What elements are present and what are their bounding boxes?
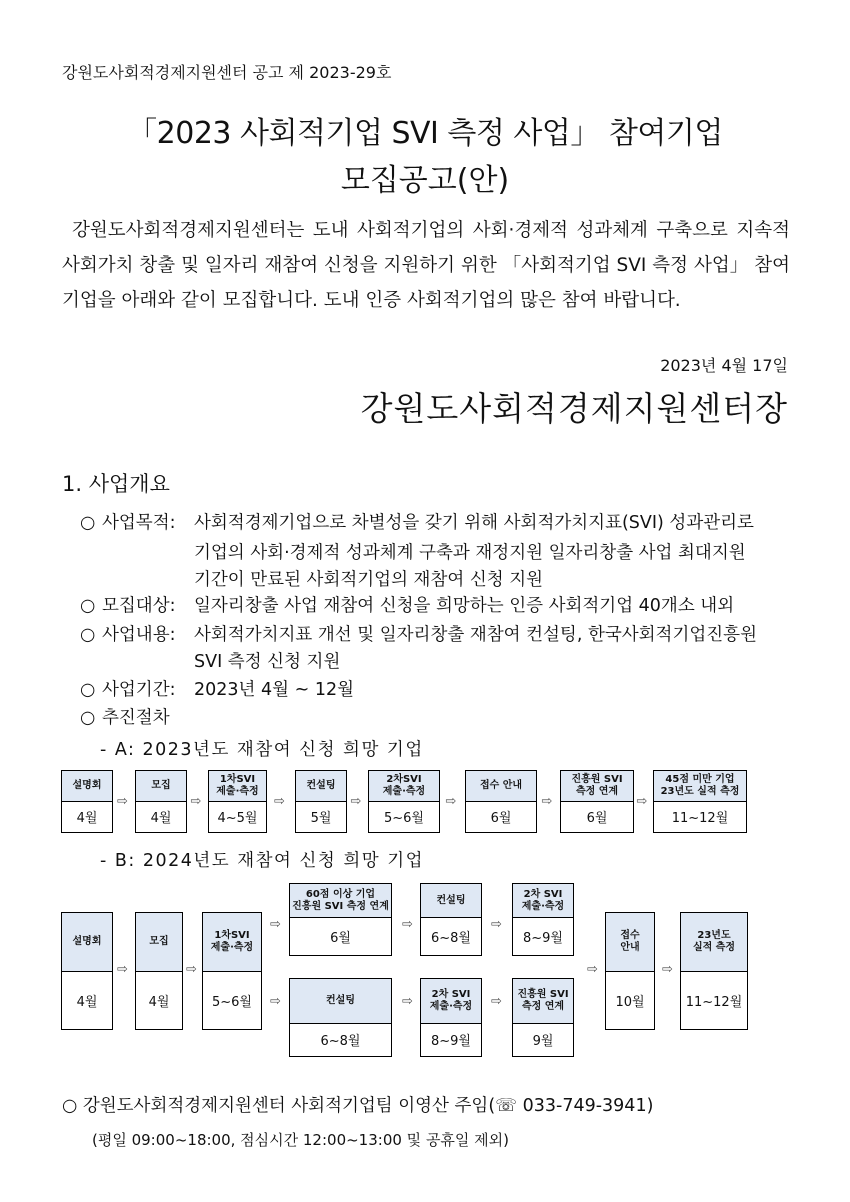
arrow-right-icon: ⇨: [636, 794, 648, 809]
flow-b-step: [605, 912, 655, 1030]
item-text: 사회적가치지표 개선 및 일자리창출 재참여 컨설팅, 한국사회적기업진흥원: [194, 625, 757, 645]
item-text: 일자리창출 사업 재참여 신청을 희망하는 인증 사회적기업 40개소 내외: [194, 596, 735, 616]
step-label: 접수 안내: [466, 771, 536, 802]
item-text: 기간이 만료된 사회적기업의 재참여 신청 지원: [194, 570, 544, 590]
signer-name: 강원도사회적경제지원센터장: [360, 389, 788, 428]
flow-a-heading: - A: 2023년도 재참여 신청 희망 기업: [100, 740, 424, 760]
flow-a-step: [653, 770, 747, 833]
notice-date: 2023년 4월 17일: [660, 356, 788, 375]
item-procedure: ○ 추진절차: [80, 708, 170, 728]
step-period: 10월: [615, 994, 645, 1010]
step-period: 5~6월: [212, 994, 252, 1010]
step-label: 접수 안내: [606, 913, 654, 972]
item-purpose: ○ 사업목적:: [80, 513, 176, 533]
flow-a-step: [465, 770, 537, 833]
step-label: 23년도 실적 측정: [681, 913, 747, 972]
arrow-right-icon: ⇨: [186, 962, 197, 977]
flow-a-step: [368, 770, 440, 833]
step-label: 모집: [136, 771, 186, 802]
arrow-right-icon: ⇨: [190, 794, 202, 809]
page-subtitle: 모집공고(안): [340, 163, 510, 198]
step-period: 5~6월: [384, 811, 424, 826]
arrow-right-icon: ⇨: [270, 994, 281, 1009]
step-label: 45점 미만 기업 23년도 실적 측정: [654, 771, 746, 802]
step-label: 컨설팅: [290, 979, 391, 1024]
arrow-right-icon: ⇨: [541, 794, 553, 809]
step-period: 8~9월: [523, 930, 563, 946]
flow-b-upper-step: [420, 883, 482, 956]
contact-info: ○ 강원도사회적경제지원센터 사회적기업팀 이영산 주임(☏ 033-749-3941): [62, 1096, 654, 1116]
arrow-right-icon: ⇨: [117, 962, 128, 977]
arrow-right-icon: ⇨: [350, 794, 362, 809]
step-period: 4~5월: [217, 811, 258, 826]
flow-b-heading: - B: 2024년도 재참여 신청 희망 기업: [100, 851, 425, 871]
item-label: 모집대상:: [102, 596, 176, 616]
arrow-right-icon: ⇨: [662, 962, 673, 977]
arrow-right-icon: ⇨: [587, 962, 598, 977]
arrow-right-icon: ⇨: [117, 794, 128, 809]
office-hours: (평일 09:00~18:00, 점심시간 12:00~13:00 및 공휴일 제외): [92, 1131, 510, 1149]
step-label: 2차 SVI 제출·측정: [513, 884, 573, 918]
flow-b-step: [61, 912, 113, 1030]
item-period: ○ 사업기간:: [80, 680, 176, 700]
section-title: 1. 사업개요: [62, 472, 170, 496]
step-label: 1차SVI 제출·측정: [203, 913, 261, 972]
step-period: 4월: [76, 994, 98, 1010]
item-label: 사업내용:: [102, 625, 176, 645]
arrow-right-icon: ⇨: [402, 994, 413, 1009]
flow-b-lower-step: [289, 978, 392, 1057]
flow-b-step: [680, 912, 748, 1030]
flow-b-upper-step: [289, 883, 392, 956]
step-period: 5월: [310, 811, 332, 826]
step-period: 6~8월: [431, 930, 471, 946]
step-period: 6~8월: [320, 1034, 361, 1049]
step-period: 4월: [148, 994, 170, 1010]
arrow-right-icon: ⇨: [402, 917, 413, 932]
step-period: 4월: [76, 811, 98, 826]
arrow-right-icon: ⇨: [491, 994, 502, 1009]
step-period: 8~9월: [431, 1034, 471, 1049]
step-label: 1차SVI 제출·측정: [209, 771, 266, 802]
page-title: 「2023 사회적기업 SVI 측정 사업」 참여기업: [127, 116, 723, 151]
flow-b-lower-step: [420, 978, 482, 1057]
item-text: 기업의 사회·경제적 성과체계 구축과 재정지원 일자리창출 사업 최대지원: [194, 543, 746, 563]
step-label: 60점 이상 기업 진흥원 SVI 측정 연계: [290, 884, 391, 918]
step-label: 2차SVI 제출·측정: [369, 771, 439, 802]
step-period: 11~12월: [671, 811, 729, 826]
step-period: 4월: [150, 811, 172, 826]
step-label: 컨설팅: [421, 884, 481, 918]
step-label: 컨설팅: [296, 771, 346, 802]
flow-a-step: [61, 770, 113, 833]
flow-b-lower-step: [512, 978, 574, 1057]
arrow-right-icon: ⇨: [445, 794, 457, 809]
flow-a-step: [208, 770, 267, 833]
arrow-right-icon: ⇨: [491, 917, 502, 932]
step-period: 6월: [330, 930, 351, 946]
item-text: SVI 측정 신청 지원: [194, 652, 341, 672]
item-label: 사업기간:: [102, 680, 176, 700]
step-period: 6월: [490, 811, 512, 826]
step-label: 모집: [136, 913, 182, 972]
item-label: 추진절차: [102, 708, 170, 728]
step-period: 11~12월: [685, 994, 743, 1010]
step-label: 2차 SVI 제출·측정: [421, 979, 481, 1024]
flow-a-step: [135, 770, 187, 833]
flow-b-step: [135, 912, 183, 1030]
step-period: 6월: [586, 811, 608, 826]
flow-a-step: [560, 770, 634, 833]
step-label: 진흥원 SVI 측정 연계: [561, 771, 633, 802]
item-text: 사회적경제기업으로 차별성을 갖기 위해 사회적가치지표(SVI) 성과관리로: [194, 513, 754, 533]
step-label: 진흥원 SVI 측정 연계: [513, 979, 573, 1024]
flow-b-step: [202, 912, 262, 1030]
intro-paragraph: 강원도사회적경제지원센터는 도내 사회적기업의 사회·경제적 성과체계 구축으로 지속적 사회가치 창출 및 일자리 재참여 신청을 지원하기 위한 「사회적기업 SVI 측정 사업」 참여기업을 아래와 같이 모집합니다. 도내 인증 사회적기업의 많은 참여 바랍니다.: [62, 220, 790, 311]
step-period: 9월: [532, 1034, 554, 1049]
arrow-right-icon: ⇨: [274, 794, 285, 809]
flow-a-step: [295, 770, 347, 833]
step-label: 설명회: [62, 913, 112, 972]
notice-number: 강원도사회적경제지원센터 공고 제 2023-29호: [62, 63, 392, 82]
item-label: 사업목적:: [102, 513, 176, 533]
item-content: ○ 사업내용:: [80, 625, 176, 645]
arrow-right-icon: ⇨: [270, 917, 281, 932]
flow-b-upper-step: [512, 883, 574, 956]
item-target: ○ 모집대상:: [80, 596, 176, 616]
step-label: 설명회: [62, 771, 112, 802]
item-text: 2023년 4월 ~ 12월: [194, 680, 355, 700]
